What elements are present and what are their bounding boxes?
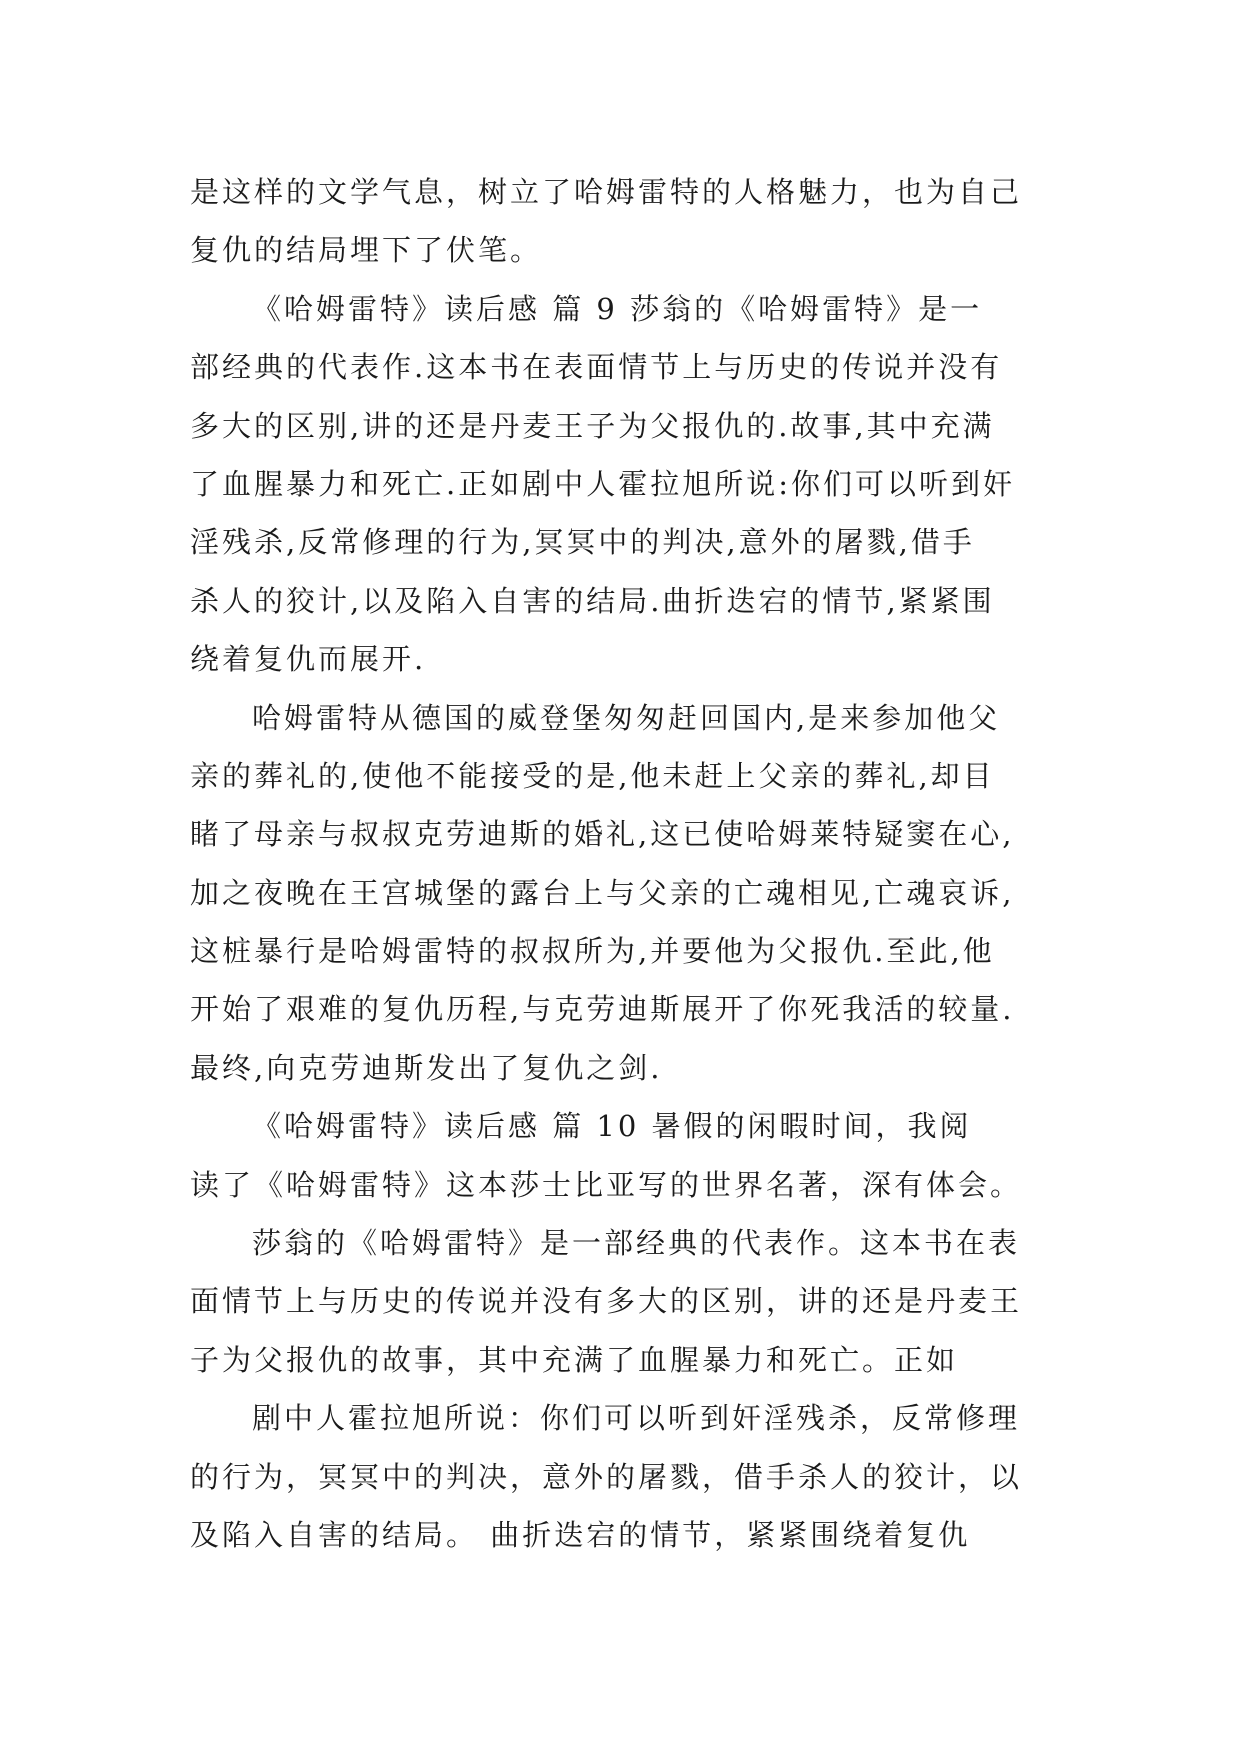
text-line: 开始了艰难的复仇历程,与克劳迪斯展开了你死我活的较量.	[190, 992, 1015, 1027]
text-line: 哈姆雷特从德国的威登堡匆匆赶回国内,是来参加他父	[252, 700, 1001, 735]
text-line: 《哈姆雷特》读后感 篇 9 莎翁的《哈姆雷特》是一	[252, 291, 983, 326]
text-line: 及陷入自害的结局。 曲折迭宕的情节，紧紧围绕着复仇	[190, 1517, 971, 1552]
text-line: 多大的区别,讲的还是丹麦王子为父报仇的.故事,其中充满	[190, 408, 995, 443]
text-line: 了血腥暴力和死亡.正如剧中人霍拉旭所说:你们可以听到奸	[190, 466, 1015, 501]
text-line: 这桩暴行是哈姆雷特的叔叔所为,并要他为父报仇.至此,他	[190, 934, 995, 969]
body-text	[190, 163, 1060, 1564]
text-line: 莎翁的《哈姆雷特》是一部经典的代表作。这本书在表	[252, 1226, 1021, 1261]
text-line: 加之夜晚在王宫城堡的露台上与父亲的亡魂相见,亡魂哀诉,	[190, 875, 1015, 910]
text-line: 子为父报仇的故事，其中充满了血腥暴力和死亡。正如	[190, 1342, 959, 1377]
text-line: 剧中人霍拉旭所说：你们可以听到奸淫残杀，反常修理	[252, 1401, 1021, 1436]
text-line: 部经典的代表作.这本书在表面情节上与历史的传说并没有	[190, 350, 1003, 385]
text-line: 读了《哈姆雷特》这本莎士比亚写的世界名著，深有体会。	[190, 1167, 1023, 1202]
text-line: 淫残杀,反常修理的行为,冥冥中的判决,意外的屠戮,借手	[190, 525, 975, 560]
text-line: 睹了母亲与叔叔克劳迪斯的婚礼,这已使哈姆莱特疑窦在心,	[190, 817, 1015, 852]
text-line: 是这样的文学气息，树立了哈姆雷特的人格魅力，也为自己	[190, 175, 1023, 209]
text-line: 复仇的结局埋下了伏笔。	[190, 233, 543, 268]
text-line: 最终,向克劳迪斯发出了复仇之剑.	[190, 1050, 663, 1085]
text-line: 的行为，冥冥中的判决，意外的屠戮，借手杀人的狡计，以	[190, 1459, 1023, 1494]
text-line: 《哈姆雷特》读后感 篇 10 暑假的闲暇时间，我阅	[252, 1109, 972, 1144]
text-line: 面情节上与历史的传说并没有多大的区别，讲的还是丹麦王	[190, 1284, 1023, 1319]
text-line: 亲的葬礼的,使他不能接受的是,他未赶上父亲的葬礼,却目	[190, 758, 995, 793]
text-line: 绕着复仇而展开.	[190, 642, 427, 677]
text-line: 杀人的狡计,以及陷入自害的结局.曲折迭宕的情节,紧紧围	[190, 583, 995, 618]
